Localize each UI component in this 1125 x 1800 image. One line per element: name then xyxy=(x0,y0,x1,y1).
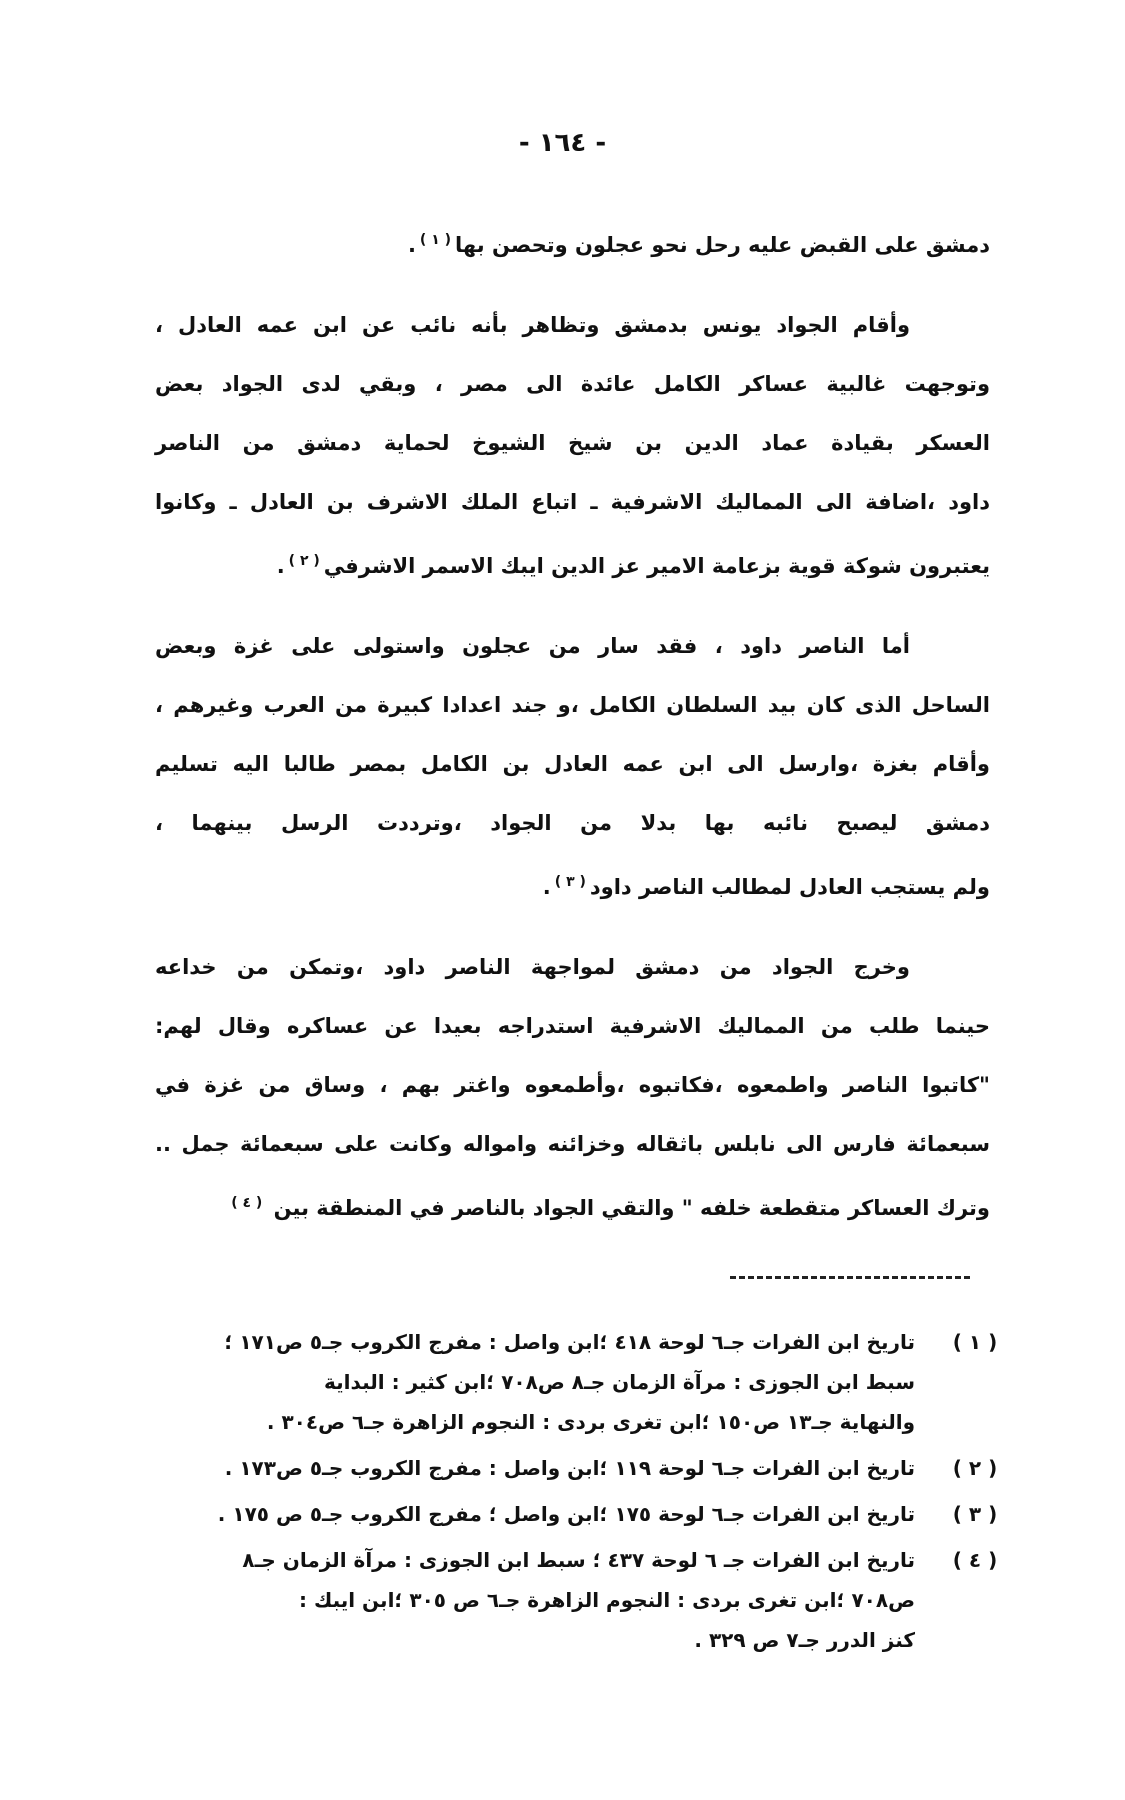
footnote-1 xyxy=(150,1322,1010,1442)
footnote-number: ( ١ ) xyxy=(952,1330,998,1354)
footnote-number: ( ٣ ) xyxy=(952,1502,998,1526)
text-line: دمشق ليصبح نائبه بها بدلا من الجواد ،وترددت الرسل بينهما ، xyxy=(155,811,990,835)
text-line: داود ،اضافة الى المماليك الاشرفية ـ اتباع الملك الاشرف بن العادل ـ وكانوا xyxy=(155,490,990,514)
text-line: العسكر بقيادة عماد الدين بن شيخ الشيوخ لحماية دمشق من الناصر xyxy=(155,431,990,455)
footnote-ref-3: ( ٣ ) xyxy=(554,874,586,890)
footnote-line: كنز الدرر جـ٧ ص ٣٢٩ . xyxy=(694,1628,915,1652)
text-line: سبعمائة فارس الى نابلس باثقاله وخزائنه وامواله وكانت على سبعمائة جمل .. xyxy=(155,1132,990,1156)
footnote-line: تاريخ ابن الفرات جـ٦ لوحة ١٧٥ ؛ابن واصل ؛ مفرج الكروب جـ٥ ص ١٧٥ . xyxy=(217,1502,915,1526)
text-line: حينما طلب من المماليك الاشرفية استدراجه بعيدا عن عساكره وقال لهم: xyxy=(155,1014,990,1038)
footnote-ref-4: ( ٤ ) xyxy=(231,1195,263,1211)
footnote-number: ( ٢ ) xyxy=(952,1456,998,1480)
footnote-ref-2: ( ٢ ) xyxy=(288,553,320,569)
text-line: وأقام الجواد يونس بدمشق وتظاهر بأنه نائب عن ابن عمه العادل ، xyxy=(155,313,910,337)
text-line: دمشق على القبض عليه رحل نحو عجلون وتحصن بها$^{( ١ )}$. xyxy=(407,232,990,257)
footnote-line: تاريخ ابن الفرات جـ٦ لوحة ٤١٨ ؛ابن واصل : مفرج الكروب جـ٥ ص١٧١ ؛ xyxy=(224,1330,915,1354)
footnote-3 xyxy=(150,1494,1010,1534)
text-line: وترك العساكر متقطعة خلفه " والتقي الجواد بالناصر في المنطقة بين $^{( ٤ )}$ xyxy=(231,1195,990,1220)
footnote-2 xyxy=(150,1448,1010,1488)
text-line: الساحل الذى كان بيد السلطان الكامل ،و جند اعدادا كبيرة من العرب وغيرهم ، xyxy=(155,693,990,717)
footnote-line: تاريخ ابن الفرات جـ ٦ لوحة ٤٣٧ ؛ سبط ابن الجوزى : مرآة الزمان جـ٨ xyxy=(242,1548,915,1572)
text-line: وتوجهت غالبية عساكر الكامل عائدة الى مصر ، وبقي لدى الجواد بعض xyxy=(155,372,990,396)
footnotes xyxy=(150,1322,1010,1666)
main-text xyxy=(155,225,990,1247)
footnote-line: والنهاية جـ١٣ ص١٥٠ ؛ابن تغرى بردى : النجوم الزاهرة جـ٦ ص٣٠٤ . xyxy=(266,1410,915,1434)
text-line: يعتبرون شوكة قوية بزعامة الامير عز الدين ايبك الاسمر الاشرفي$^{( ٢ )}$. xyxy=(276,553,990,578)
footnote-line: سبط ابن الجوزى : مرآة الزمان جـ٨ ص٧٠٨ ؛ابن كثير : البداية xyxy=(324,1370,915,1394)
footnote-4 xyxy=(150,1540,1010,1660)
text-line: وأقام بغزة ،وارسل الى ابن عمه العادل بن الكامل بمصر طالبا اليه تسليم xyxy=(155,752,990,776)
text-line: "كاتبوا الناصر واطمعوه ،فكاتبوه ،وأطمعوه واغتر بهم ، وساق من غزة في xyxy=(155,1073,990,1097)
page-number: - ١٦٤ - xyxy=(518,128,607,158)
footnote-number: ( ٤ ) xyxy=(952,1548,998,1572)
footnote-ref-1: ( ١ ) xyxy=(419,232,452,248)
footnote-line: ص٧٠٨ ؛ابن تغرى بردى : النجوم الزاهرة جـ٦ ص ٣٠٥ ؛ابن ايبك : xyxy=(298,1588,915,1612)
footnote-divider xyxy=(730,1276,970,1279)
text-line: ولم يستجب العادل لمطالب الناصر داود$^{( ٣ )}$. xyxy=(542,874,990,899)
text-line: أما الناصر داود ، فقد سار من عجلون واستولى على غزة وبعض xyxy=(155,634,910,658)
footnote-line: تاريخ ابن الفرات جـ٦ لوحة ١١٩ ؛ابن واصل : مفرج الكروب جـ٥ ص١٧٣ . xyxy=(224,1456,915,1480)
text-line: وخرج الجواد من دمشق لمواجهة الناصر داود ،وتمكن من خداعه xyxy=(155,955,910,979)
